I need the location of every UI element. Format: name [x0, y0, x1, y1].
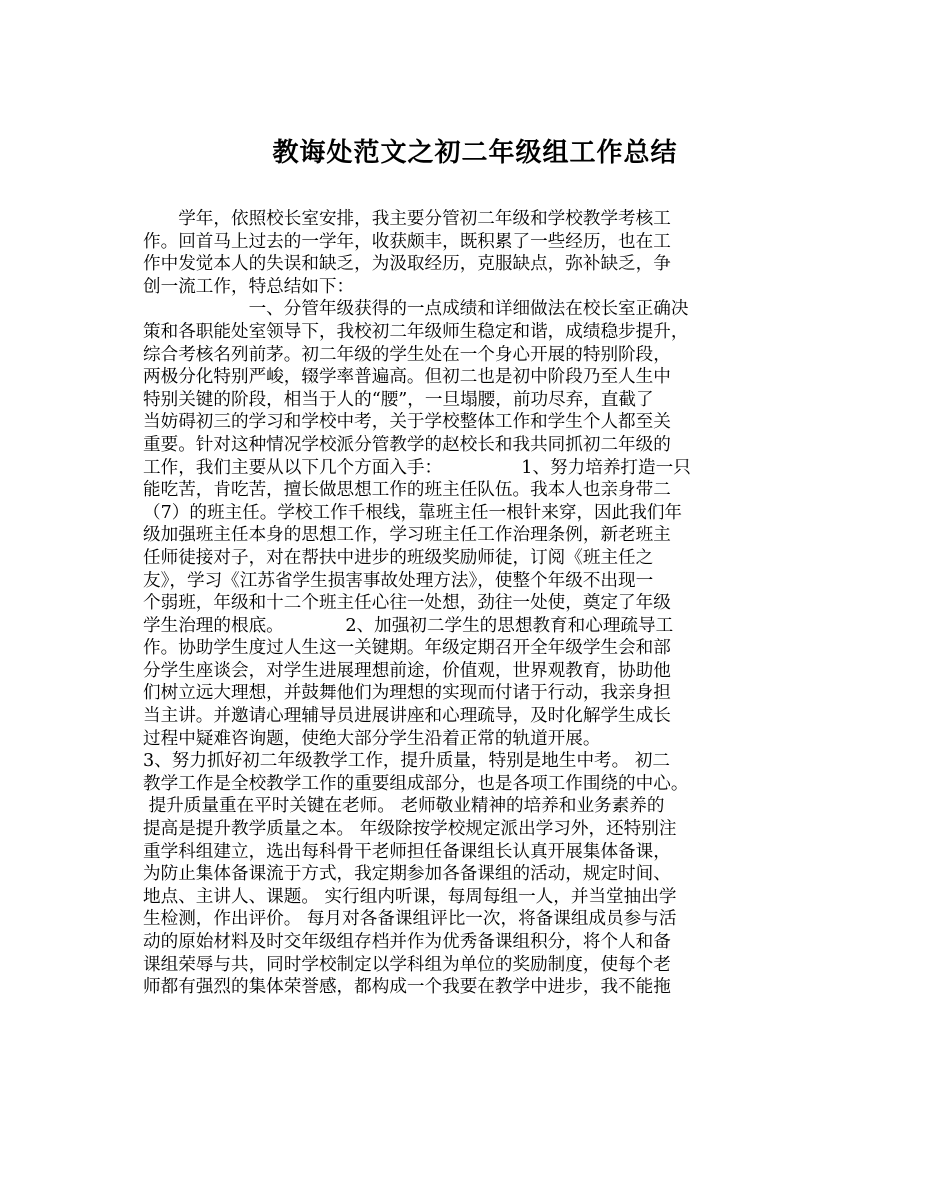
body-line: 综合考核名列前茅。初二年级的学生处在一个身心开展的特别阶段， — [143, 344, 671, 365]
body-line: 学生治理的根底。 2、加强初二学生的思想教育和心理疏导工 — [143, 615, 674, 636]
document-body — [143, 208, 823, 999]
document-title: 教诲处范文之初二年级组工作总结 — [272, 138, 678, 168]
body-line: 3、努力抓好初二年级教学工作，提升质量，特别是地生中考。 初二 — [143, 751, 671, 772]
body-line: 提高是提升教学质量之本。 年级除按学校规定派出学习外，还特别注 — [143, 819, 677, 840]
body-line: 策和各职能处室领导下，我校初二年级师生稳定和谐，成绩稳步提升， — [143, 321, 689, 342]
body-line: 作。协助学生度过人生这一关键期。年级定期召开全年级学生会和部 — [143, 638, 671, 659]
body-line: 特别关键的阶段，相当于人的“腰”，一旦塌腰，前功尽弃，直截了 — [143, 389, 654, 410]
body-line: 能吃苦，肯吃苦，擅长做思想工作的班主任队伍。我本人也亲身带二 — [143, 480, 671, 501]
body-line: 当妨碍初三的学习和学校中考，关于学校整体工作和学生个人都至关 — [143, 412, 671, 433]
body-line: 为防止集体备课流于方式，我定期参加各备课组的活动，规定时间、 — [143, 864, 671, 885]
body-line: 们树立远大理想，并鼓舞他们为理想的实现而付诸于行动，我亲身担 — [143, 683, 671, 704]
body-line: 作。回首马上过去的一学年，收获颇丰，既积累了一些经历，也在工 — [143, 231, 671, 252]
body-line: 友》，学习《江苏省学生损害事故处理方法》，使整个年级不出现一 — [143, 570, 654, 591]
body-line: 重学科组建立，选出每科骨干老师担任备课组长认真开展集体备课， — [143, 841, 671, 862]
body-line: 师都有强烈的集体荣誉感，都构成一个我要在教学中进步，我不能拖 — [143, 977, 671, 998]
body-line: 工作，我们主要从以下几个方面入手： 1、努力培养打造一只 — [143, 457, 691, 478]
body-line: 动的原始材料及时交年级组存档并作为优秀备课组积分，将个人和备 — [143, 932, 671, 952]
body-line: 当主讲。并邀请心理辅导员进展讲座和心理疏导，及时化解学生成长 — [143, 706, 671, 727]
body-line: （7）的班主任。学校工作千根线，靠班主任一根针来穿，因此我们年 — [143, 502, 683, 523]
body-line: 提升质量重在平时关键在老师。 老师敬业精神的培养和业务素养的 — [143, 796, 665, 817]
body-line: 课组荣辱与共，同时学校制定以学科组为单位的奖励制度，使每个老 — [143, 954, 671, 975]
body-line: 作中发觉本人的失误和缺乏，为汲取经历，克服缺点，弥补缺乏，争 — [143, 254, 671, 275]
body-line: 过程中疑难咨询题，使绝大部分学生沿着正常的轨道开展。 — [143, 728, 601, 749]
body-line: 学年，依照校长室安排，我主要分管初二年级和学校教学考核工 — [143, 209, 671, 229]
body-line: 两极分化特别严峻，辍学率普遍高。但初二也是初中阶段乃至人生中 — [143, 367, 671, 388]
body-line: 教学工作是全校教学工作的重要组成部分，也是各项工作围绕的中心。 — [143, 773, 689, 794]
body-line: 任师徒接对子，对在帮扶中进步的班级奖励师徒，订阅《班主任之 — [143, 547, 654, 568]
body-line: 地点、主讲人、课题。 实行组内听课，每周每组一人，并当堂抽出学 — [143, 886, 677, 907]
body-line: 个弱班，年级和十二个班主任心往一处想，劲往一处使，奠定了年级 — [143, 593, 671, 614]
body-line: 级加强班主任本身的思想工作，学习班主任工作治理条例，新老班主 — [143, 525, 671, 546]
body-line: 创一流工作，特总结如下： — [143, 276, 355, 297]
body-line: 一、分管年级获得的一点成绩和详细做法在校长室正确决 — [143, 299, 689, 320]
body-line: 重要。针对这种情况学校派分管教学的赵校长和我共同抓初二年级的 — [143, 434, 671, 455]
body-line: 分学生座谈会，对学生进展理想前途，价值观，世界观教育，协助他 — [143, 660, 671, 681]
body-line: 生检测，作出评价。 每月对各备课组评比一次，将备课组成员参与活 — [143, 909, 677, 930]
